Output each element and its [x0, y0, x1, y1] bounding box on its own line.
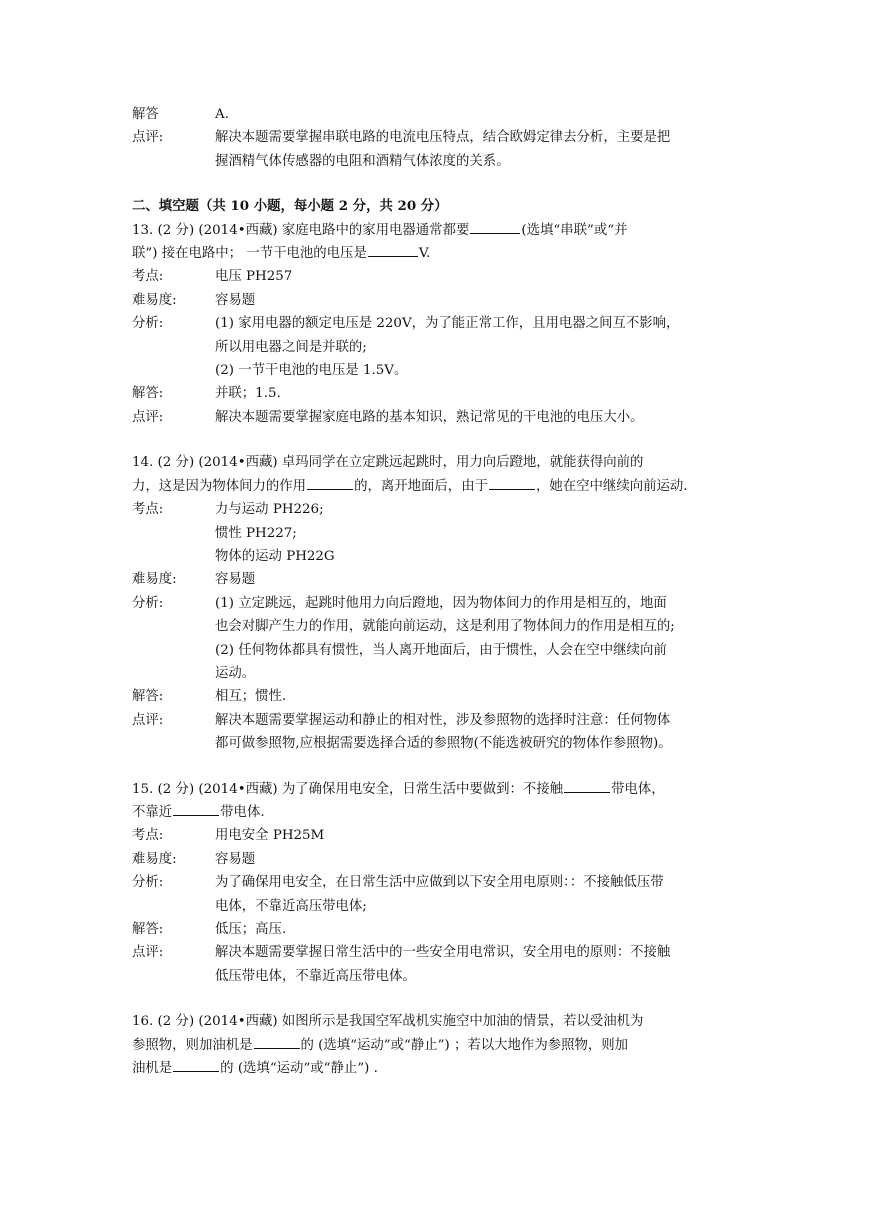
q13-point: 电压 PH257 [215, 269, 293, 285]
q13-point-label: 考点: [132, 269, 164, 285]
q13-analysis [215, 312, 742, 382]
answer-blank [368, 242, 418, 257]
q14-comment-label: 点评: [132, 712, 164, 728]
q15-analysis [215, 871, 742, 918]
q16-text: 油机是 [132, 1061, 173, 1077]
q13-analysis-line: 所以用电器之间是并联的; [215, 339, 367, 355]
q16-text: 参照物，则加油机是 [132, 1037, 253, 1053]
q14-analysis-label: 分析: [132, 595, 164, 611]
q13-text: V. [418, 246, 431, 262]
q15-analysis-label: 分析: [132, 875, 164, 891]
q13-difficulty: 容易题 [215, 292, 256, 308]
answer-blank [307, 475, 353, 490]
q16-question [132, 1010, 742, 1080]
q15-difficulty-label: 难易度: [132, 851, 177, 867]
q15-question [132, 778, 742, 825]
q13-analysis-label: 分析: [132, 316, 164, 332]
q15-comment [215, 941, 742, 988]
q15-text: 带电体， [611, 781, 665, 797]
q14-comment-line: 都可做参照物,应根据需要选择合适的参照物(不能选被研究的物体作参照物)。 [215, 736, 672, 752]
answer-blank [173, 1057, 219, 1072]
q13-answer: 并联；1.5. [215, 386, 281, 402]
q14-question [132, 451, 742, 498]
q15-point: 用电安全 PH25M [215, 828, 325, 844]
q15-difficulty-row [132, 848, 742, 871]
q15-analysis-line: 为了确保用电安全，在日常生活中应做到以下安全用电原则：：不接触低压带 [215, 875, 664, 891]
q13-point-row [132, 265, 742, 288]
answer-blank [254, 1034, 300, 1049]
q14-point: 物体的运动 PH22G [215, 548, 335, 564]
section-title: 二、填空题（共 10 小题，每小题 2 分，共 20 分） [132, 198, 448, 215]
q14-text: 的，离开地面后，由于 [354, 478, 488, 494]
q13-text: (选填“串联”或“并 [521, 222, 628, 238]
answer-blank [470, 219, 520, 234]
q14-analysis-line: 运动。 [215, 665, 256, 681]
q13-answer-label: 解答: [132, 386, 164, 402]
q14-point-label: 考点: [132, 502, 164, 518]
q14-point: 惯性 PH227; [215, 525, 297, 541]
q14-difficulty: 容易题 [215, 572, 256, 588]
answer-blank [173, 801, 219, 816]
q15-comment-row [132, 941, 742, 988]
q14-text: ，她在空中继续向前运动. [535, 478, 688, 494]
q12-comment-row [132, 126, 742, 173]
q14-answer: 相互；惯性. [215, 689, 287, 705]
q14-text: 力，这是因为物体间力的作用 [132, 478, 307, 494]
q12-comment-line: 握酒精气体传感器的电阻和酒精气体浓度的关系。 [215, 153, 510, 169]
answer-blank [489, 475, 535, 490]
q15-analysis-row [132, 871, 742, 918]
q15-comment-line: 解决本题需要掌握日常生活中的一些安全用电常识，安全用电的原则：不接触 [215, 945, 671, 961]
q13-analysis-row [132, 312, 742, 382]
q15-analysis-line: 电体，不靠近高压带电体; [215, 898, 367, 914]
q14-difficulty-label: 难易度: [132, 572, 177, 588]
q15-text: 15. (2 分) (2014•西藏) 为了确保用电安全，日常生活中要做到：不接触 [132, 781, 564, 797]
q14-comment-line: 解决本题需要掌握运动和静止的相对性，涉及参照物的选择时注意：任何物体 [215, 712, 671, 728]
q15-comment-label: 点评: [132, 945, 164, 961]
q15-point-row [132, 824, 742, 847]
q12-answer-label: 解答 [132, 107, 159, 122]
q13-difficulty-label: 难易度: [132, 292, 177, 308]
q14-analysis [215, 592, 742, 686]
q13-answer-row [132, 382, 742, 405]
q12-answer: A. [215, 107, 229, 122]
q13-text: 13. (2 分) (2014•西藏) 家庭电路中的家用电器通常都要 [132, 222, 470, 238]
q16-text: 的 (选填“运动”或“静止”) ；若以大地作为参照物，则加 [300, 1037, 629, 1053]
q14-point: 力与运动 PH226; [215, 502, 324, 518]
q14-point-row [132, 498, 742, 568]
q15-text: 带电体. [220, 804, 265, 820]
q13-comment: 解决本题需要掌握家庭电路的基本知识，熟记常见的干电池的电压大小。 [215, 409, 644, 425]
q12-comment-line: 解决本题需要掌握串联电路的电流电压特点，结合欧姆定律去分析，主要是把 [215, 130, 671, 146]
q15-answer-row [132, 918, 742, 941]
q14-analysis-line: 也会对脚产生力的作用，就能向前运动，这是利用了物体间力的作用是相互的; [215, 619, 675, 635]
q12-answer-row [132, 103, 742, 126]
q13-text: 联”) 接在电路中； 一节干电池的电压是 [132, 246, 367, 262]
q15-point-label: 考点: [132, 828, 164, 844]
q12-comment [215, 126, 742, 173]
q14-difficulty-row [132, 568, 742, 591]
q14-comment [215, 709, 742, 756]
q15-difficulty: 容易题 [215, 851, 256, 867]
q14-analysis-row [132, 592, 742, 686]
q15-comment-line: 低压带电体，不靠近高压带电体。 [215, 968, 416, 984]
q14-text: 14. (2 分) (2014•西藏) 卓玛同学在立定跳远起跳时，用力向后蹬地，就能获得向前的 [132, 455, 644, 471]
q13-difficulty-row [132, 289, 742, 312]
q14-points [215, 498, 742, 568]
q14-analysis-line: (1) 立定跳远，起跳时他用力向后蹬地，因为物体间力的作用是相互的，地面 [215, 595, 667, 611]
q15-answer-label: 解答: [132, 922, 164, 937]
q14-answer-label: 解答: [132, 689, 164, 705]
q13-question [132, 219, 742, 266]
q16-text: 16. (2 分) (2014•西藏) 如图所示是我国空军战机实施空中加油的情景，若以受油机为 [132, 1014, 644, 1030]
q14-comment-row [132, 709, 742, 756]
q13-comment-row [132, 406, 742, 429]
document-page [132, 103, 742, 1080]
q14-analysis-line: (2) 任何物体都具有惯性，当人离开地面后，由于惯性，人会在空中继续向前 [215, 642, 667, 658]
q13-analysis-line: (2) 一节干电池的电压是 1.5V。 [215, 363, 408, 379]
q13-comment-label: 点评: [132, 409, 164, 425]
answer-blank [564, 778, 610, 793]
q14-answer-row [132, 685, 742, 708]
q15-answer: 低压；高压. [215, 922, 287, 937]
q16-text: 的 (选填“运动”或“静止”) . [220, 1061, 378, 1077]
q12-comment-label: 点评: [132, 130, 164, 146]
q13-analysis-line: (1) 家用电器的额定电压是 220V，为了能正常工作，且用电器之间互不影响， [215, 316, 680, 332]
q15-text: 不靠近 [132, 804, 173, 820]
